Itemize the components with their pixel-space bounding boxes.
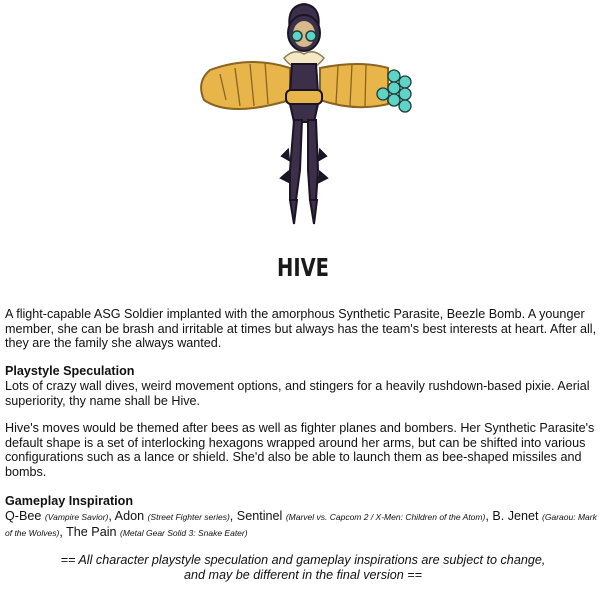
inspiration-name: Adon bbox=[114, 509, 145, 523]
character-name: HIVE bbox=[277, 253, 329, 282]
disclaimer bbox=[0, 553, 606, 582]
right-wing bbox=[320, 64, 388, 107]
inspiration-separator: , bbox=[485, 509, 493, 523]
disclaimer-line-1: == All character playstyle speculation and gameplay inspirations are subject to change, bbox=[60, 553, 546, 567]
torso bbox=[286, 64, 322, 122]
legs bbox=[281, 120, 327, 224]
inspiration-name: Q-Bee bbox=[5, 509, 42, 523]
left-wing bbox=[201, 62, 290, 109]
head bbox=[288, 4, 320, 51]
inspiration-separator: , bbox=[108, 509, 115, 523]
inspiration-game: (Metal Gear Solid 3: Snake Eater) bbox=[120, 527, 248, 538]
inspiration-separator: , bbox=[229, 509, 237, 523]
inspiration-separator: , bbox=[59, 524, 67, 539]
inspiration-game: (Marvel vs. Capcom 2 / X-Men: Children of the Atom) bbox=[285, 512, 486, 522]
inspiration-item bbox=[115, 509, 237, 523]
inspiration-name: Sentinel bbox=[236, 509, 283, 523]
inspiration-item bbox=[66, 525, 247, 539]
inspiration-game: (Vampire Savior) bbox=[44, 512, 109, 522]
playstyle-paragraph-2: Hive's moves would be themed after bees as well as fighter planes and bombers. Her Synthetic Parasite's default shape is a set of interlocking hexagons wrapped around her arms, but can be shifted into various configurations such as a lance or shield. She'd also be able to launch them as bee-shaped missiles and bombs. bbox=[5, 421, 595, 479]
character-illustration bbox=[190, 0, 420, 240]
inspiration-item bbox=[237, 509, 493, 523]
inspiration-list bbox=[5, 509, 601, 540]
inspiration-name: B. Jenet bbox=[492, 509, 539, 523]
disclaimer-line-2: and may be different in the final version == bbox=[183, 567, 423, 582]
character-description: A flight-capable ASG Soldier implanted with the amorphous Synthetic Parasite, Beezle Bomb. A younger member, she can be brash and irritable at times but always has the team's best interests at heart. After all, they are the family she always wanted. bbox=[5, 307, 597, 351]
inspiration-game: (Street Fighter series) bbox=[147, 512, 230, 522]
inspiration-item bbox=[5, 509, 115, 523]
inspiration-game: (Garaou: Mark of the Wolves) bbox=[5, 512, 597, 538]
playstyle-heading: Playstyle Speculation bbox=[5, 364, 135, 378]
inspiration-name: The Pain bbox=[66, 524, 117, 539]
playstyle-paragraph-1: Lots of crazy wall dives, weird movement options, and stingers for a heavily rushdown-based pixie. Aerial superiority, thy name shall be Hive. bbox=[5, 379, 590, 408]
inspiration-heading: Gameplay Inspiration bbox=[5, 494, 134, 508]
